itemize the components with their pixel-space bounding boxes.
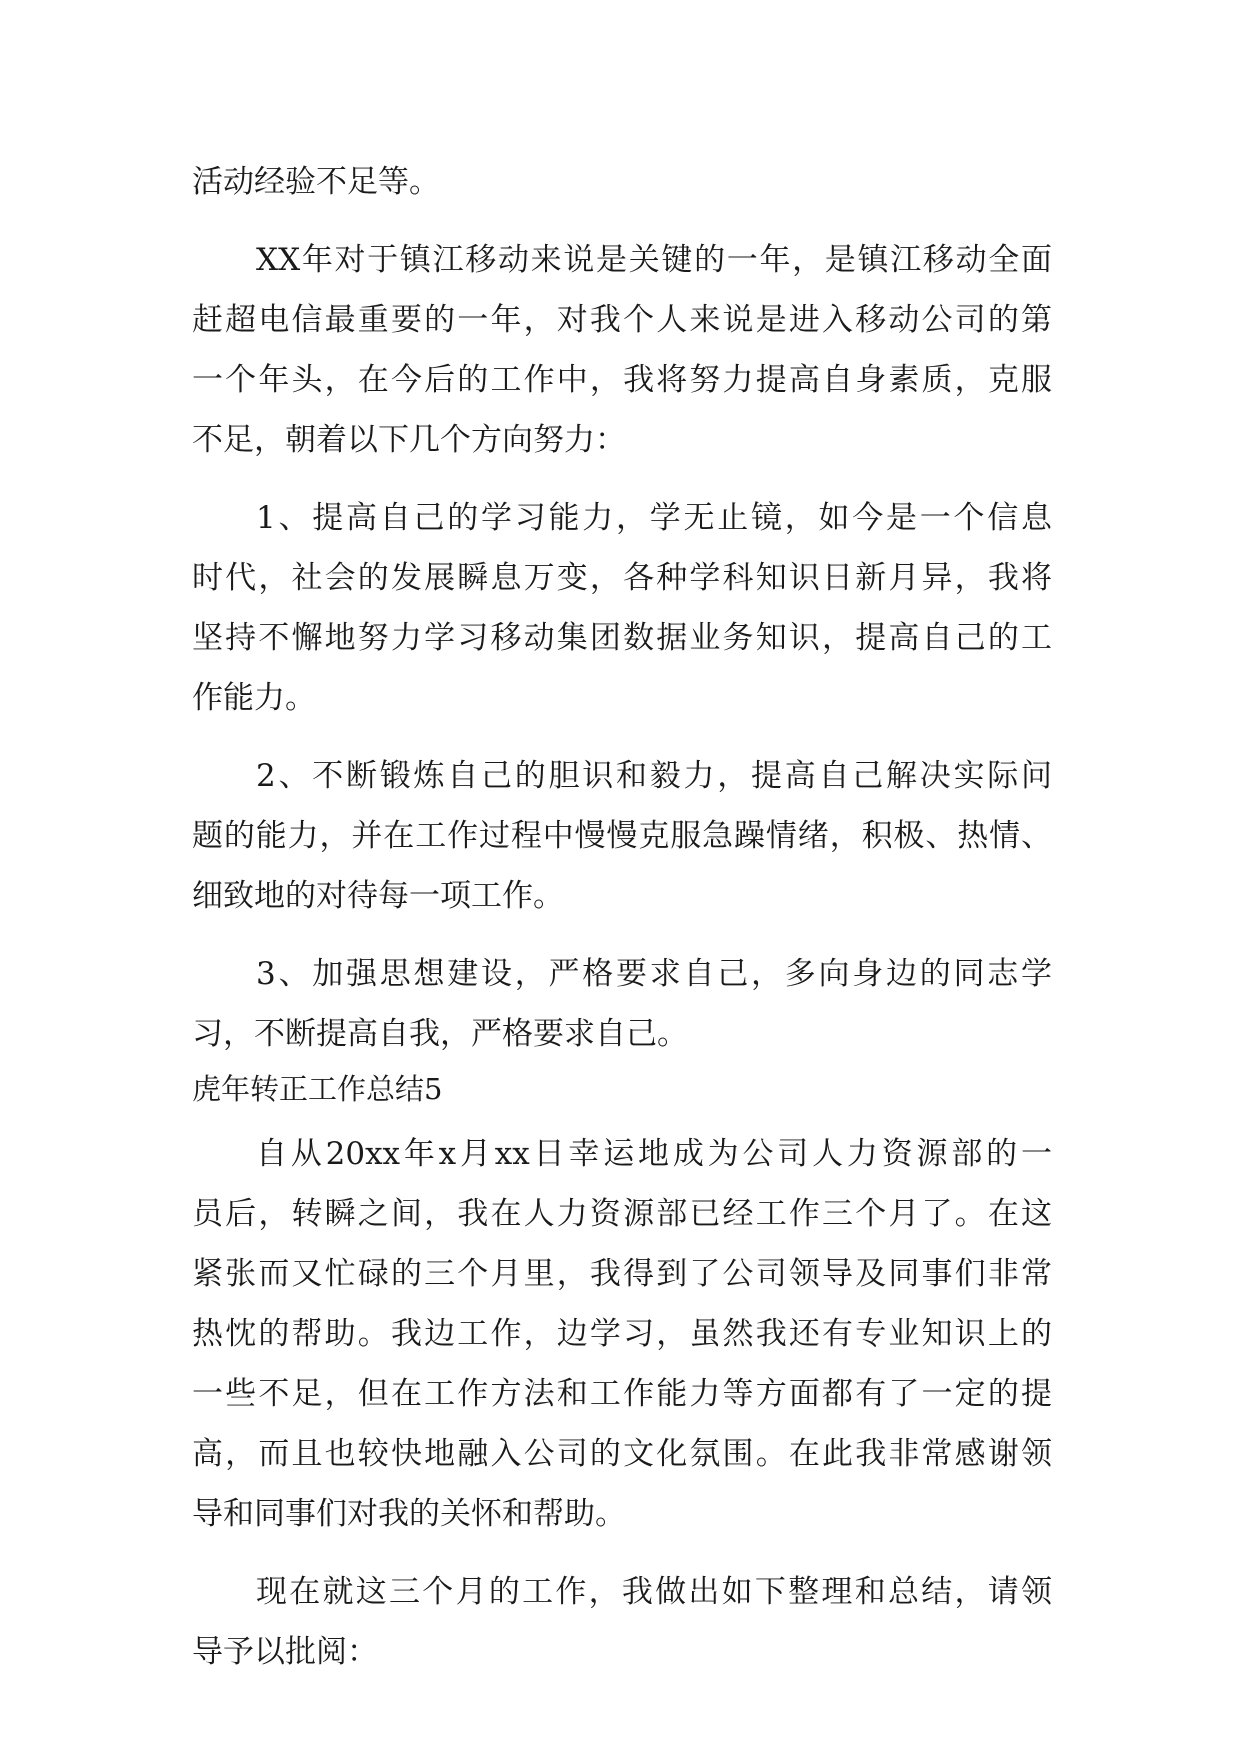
text-line: 一个年头，在今后的工作中，我将努力提高自身素质，克服 xyxy=(192,362,1052,398)
text-line: 不足，朝着以下几个方向努力： xyxy=(192,422,626,458)
text-line: 现在就这三个月的工作，我做出如下整理和总结，请领 xyxy=(256,1574,1052,1610)
text-line: 员后，转瞬之间，我在人力资源部已经工作三个月了。在这 xyxy=(192,1196,1052,1232)
text-line: 细致地的对待每一项工作。 xyxy=(192,878,564,914)
text-line: 一些不足，但在工作方法和工作能力等方面都有了一定的提 xyxy=(192,1376,1052,1412)
text-line: 导和同事们对我的关怀和帮助。 xyxy=(192,1496,626,1532)
text-line: 自从20xx年x月xx日幸运地成为公司人力资源部的一 xyxy=(256,1136,1052,1172)
text-line: 热忱的帮助。我边工作，边学习，虽然我还有专业知识上的 xyxy=(192,1316,1052,1352)
text-line: 赶超电信最重要的一年，对我个人来说是进入移动公司的第 xyxy=(192,302,1052,338)
text-line: 高，而且也较快地融入公司的文化氛围。在此我非常感谢领 xyxy=(192,1436,1052,1472)
paragraph-intro-hr xyxy=(192,1124,1052,1544)
text-line: 时代，社会的发展瞬息万变，各种学科知识日新月异，我将 xyxy=(192,560,1052,596)
text-line: 2、不断锻炼自己的胆识和毅力，提高自己解决实际问 xyxy=(256,758,1052,794)
text-line: 导予以批阅： xyxy=(192,1634,378,1670)
paragraph-continuation xyxy=(192,152,1052,212)
paragraph-item-1 xyxy=(192,488,1052,728)
paragraph-plan-intro xyxy=(192,230,1052,470)
text-line: 紧张而又忙碌的三个月里，我得到了公司领导及同事们非常 xyxy=(192,1256,1052,1292)
text-line: XX年对于镇江移动来说是关键的一年，是镇江移动全面 xyxy=(256,242,1052,278)
paragraph-summary-request xyxy=(192,1562,1052,1682)
text-line: 作能力。 xyxy=(192,680,316,716)
paragraph-item-3 xyxy=(192,944,1052,1064)
text-line: 坚持不懈地努力学习移动集团数据业务知识，提高自己的工 xyxy=(192,620,1052,656)
text-line: 3、加强思想建设，严格要求自己，多向身边的同志学 xyxy=(256,956,1052,992)
section-heading: 虎年转正工作总结5 xyxy=(192,1072,443,1106)
paragraph-item-2 xyxy=(192,746,1052,926)
text-line: 活动经验不足等。 xyxy=(192,164,440,200)
document-body xyxy=(192,152,1052,1682)
text-line: 习，不断提高自我，严格要求自己。 xyxy=(192,1016,688,1052)
text-line: 题的能力，并在工作过程中慢慢克服急躁情绪，积极、热情、 xyxy=(192,818,1052,854)
text-line: 1、提高自己的学习能力，学无止镜，如今是一个信息 xyxy=(256,500,1052,536)
